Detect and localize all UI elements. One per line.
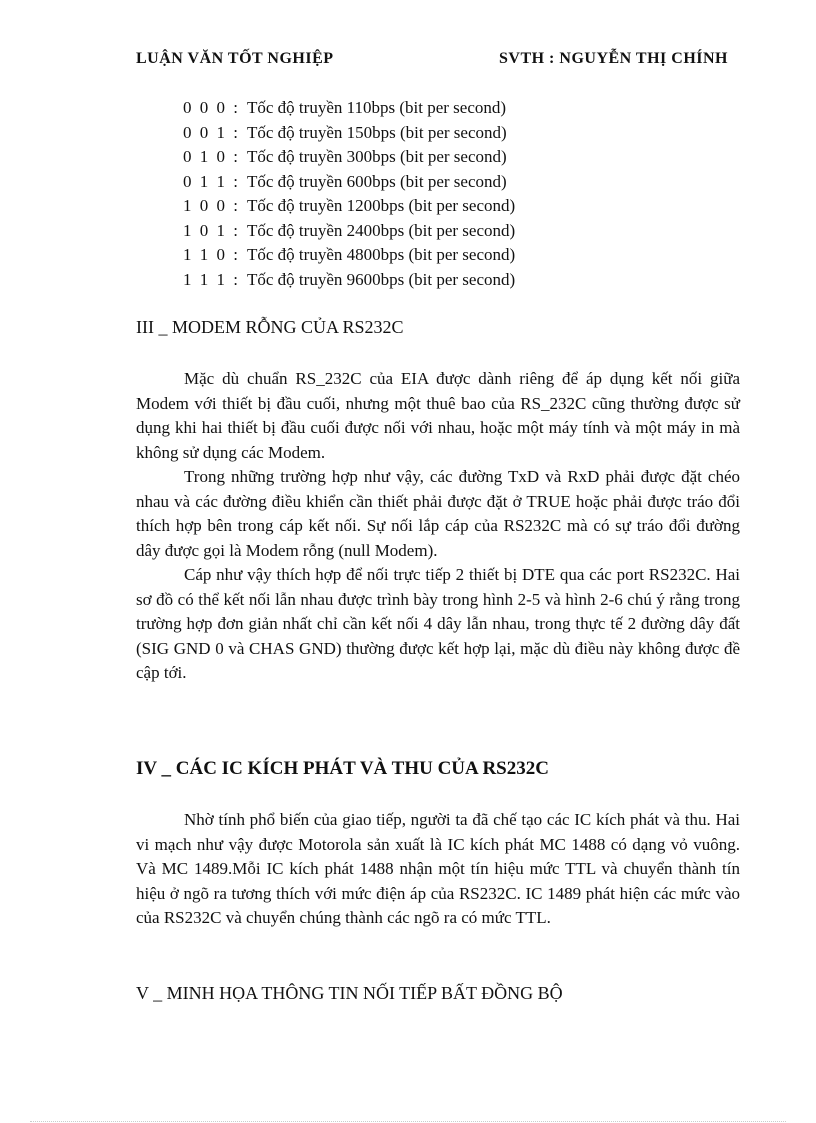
rate-text: Tốc độ truyền 2400bps (bit per second) <box>247 220 516 240</box>
rate-code: 1 1 0 : <box>183 245 240 264</box>
paragraph: Cáp như vậy thích hợp để nối trực tiếp 2 thiết bị DTE qua các port RS232C. Hai sơ đồ có thể kết nối lẫn nhau được trình bày trong hình 2-5 và hình 2-6 chú ý rằng trong trường hợp đơn giản nhất chỉ cần kết nối 4 dây lẫn nhau, trong thực tế 2 đường dây đất (SIG GND 0 và CHAS GND) thường được kết hợp lại, mặc dù điều này không được đề cập tới. <box>136 565 740 682</box>
list-item <box>183 121 515 146</box>
page-header <box>136 50 728 68</box>
list-item <box>183 96 515 121</box>
list-item <box>183 145 515 170</box>
list-item <box>183 268 515 293</box>
rate-code: 1 0 0 : <box>183 196 240 215</box>
list-item <box>183 243 515 268</box>
rate-code: 0 0 0 : <box>183 98 240 117</box>
paragraph: Nhờ tính phổ biến của giao tiếp, người ta đã chế tạo các IC kích phát và thu. Hai vi mạch như vậy được Motorola sản xuất là IC kích phát MC 1488 có dạng vỏ vuông. Và MC 1489.Mỗi IC kích phát 1488 nhận một tín hiệu mức TTL và chuyển thành tín hiệu ở ngõ ra tương thích với mức điện áp của RS232C. IC 1489 phát hiện các mức vào của RS232C và chuyển chúng thành các ngõ ra có mức TTL. <box>136 810 740 927</box>
header-student-name: SVTH : NGUYỄN THỊ CHÍNH <box>498 50 728 67</box>
rate-text: Tốc độ truyền 300bps (bit per second) <box>247 147 507 166</box>
paragraph: Mặc dù chuẩn RS_232C của EIA được dành riêng để áp dụng kết nối giữa Modem với thiết bị đầu cuối, nhưng một thuê bao của RS_232C cũng thường được sử dụng khi hai thiết bị đầu cuối được nối với nhau, hoặc một máy tính và một máy in mà không sử dụng các Modem. <box>136 369 740 462</box>
rate-text: Tốc độ truyền 110bps (bit per second) <box>247 98 507 117</box>
section-5-heading: V _ MINH HỌA THÔNG TIN NỐI TIẾP BẤT ĐỒNG BỘ <box>136 983 563 1003</box>
section-4-body <box>136 808 740 931</box>
section-3-body <box>136 367 740 686</box>
rate-text: Tốc độ truyền 1200bps (bit per second) <box>247 196 516 215</box>
list-item <box>183 170 515 195</box>
rate-code: 0 1 0 : <box>183 147 240 166</box>
rate-text: Tốc độ truyền 150bps (bit per second) <box>247 122 507 142</box>
section-3-heading: III _ MODEM RỖNG CỦA RS232C <box>136 317 404 337</box>
rate-text: Tốc độ truyền 4800bps (bit per second) <box>247 245 516 264</box>
section-4-heading: IV _ CÁC IC KÍCH PHÁT VÀ THU CỦA RS232C <box>136 758 549 779</box>
rate-code: 0 1 1 : <box>183 171 240 191</box>
header-thesis-title: LUẬN VĂN TỐT NGHIỆP <box>136 50 334 67</box>
baud-rate-list <box>183 96 515 292</box>
rate-code: 1 0 1 : <box>183 220 240 240</box>
rate-text: Tốc độ truyền 600bps (bit per second) <box>247 171 507 191</box>
rate-code: 0 0 1 : <box>183 122 240 142</box>
paragraph: Trong những trường hợp như vậy, các đường TxD và RxD phải được đặt chéo nhau và các đường điều khiển cần thiết phải được đặt ở TRUE hoặc phải được tráo đổi thích hợp bên trong cáp kết nối. Sự nối lắp cáp của RS232C mà có sự tráo đổi đường dây được gọi là Modem rỗng (null Modem). <box>136 467 740 560</box>
list-item <box>183 219 515 244</box>
page-bottom-divider <box>30 1121 786 1122</box>
list-item <box>183 194 515 219</box>
rate-text: Tốc độ truyền 9600bps (bit per second) <box>247 269 516 289</box>
rate-code: 1 1 1 : <box>183 269 240 289</box>
